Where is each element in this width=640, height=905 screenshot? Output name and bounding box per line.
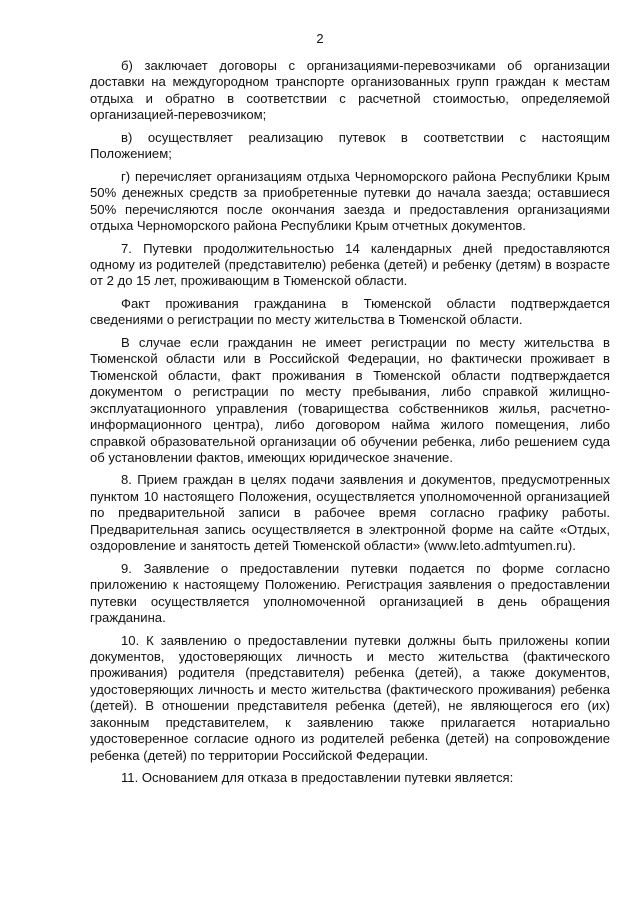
paragraph-7-residence: Факт проживания гражданина в Тюменской области подтверждается сведениями о регистрации по месту жительства в Тюменской области. xyxy=(90,295,610,328)
page-number: 2 xyxy=(316,31,324,46)
paragraph-6v: в) осуществляет реализацию путевок в соответствии с настоящим Положением; xyxy=(90,129,610,162)
paragraph-6b: б) заключает договоры с организациями-перевозчиками об организации доставки на междугородном транспорте организованных групп граждан к местам отдыха и обратно в соответствии с расчетной стоимостью, определяемой организацией-перевозчиком; xyxy=(90,58,610,123)
paragraph-10: 10. К заявлению о предоставлении путевки должны быть приложены копии документов, удостоверяющих личность и место жительства (фактического проживания) родителя (представителя) ребенка (детей), а также документов, удостоверяющих личность и место жительства (фактического проживания) ребенка (детей). В отношении представителя ребенка (детей), не являющегося его (их) законным представителем, к заявлению также прилагается нотариально удостоверенное согласие одного из родителей ребенка (детей) на сопровождение ребенка (детей) по территории Российской Федерации. xyxy=(90,632,610,763)
paragraph-11: 11. Основанием для отказа в предоставлении путевки является: xyxy=(121,770,514,786)
paragraph-8: 8. Прием граждан в целях подачи заявления и документов, предусмотренных пунктом 10 настоящего Положения, осуществляется уполномоченной организацией по предварительной записи в рабочее время согласно графику работы. Предварительная запись осуществляется в электронной форме на сайте «Отдых, оздоровление и занятость детей Тюменской области» (www.leto.admtyumen.ru). xyxy=(90,472,610,554)
paragraph-7: 7. Путевки продолжительностью 14 календарных дней предоставляются одному из родителей (представителю) ребенка (детей) и ребенку (детям) в возрасте от 2 до 15 лет, проживающим в Тюменской области. xyxy=(90,240,610,289)
paragraph-7-no-registration: В случае если гражданин не имеет регистрации по месту жительства в Тюменской области или в Российской Федерации, но фактически проживает в Тюменской области, факт проживания в Тюменской области подтверждается документом о регистрации по месту пребывания, либо справкой жилищно-эксплуатационного управления (товарищества собственников жилья, расчетно-информационного центра), либо договором найма жилого помещения, либо справкой образовательной организации об обучении ребенка, либо решением суда об установлении фактов, имеющих юридическое значение. xyxy=(90,334,610,465)
paragraph-6g: г) перечисляет организациям отдыха Черноморского района Республики Крым 50% денежных средств за приобретенные путевки до начала заезда; оставшиеся 50% перечисляются после окончания заезда и предоставления организациями отдыха Черноморского района Республики Крым отчетных документов. xyxy=(90,168,610,234)
paragraph-9: 9. Заявление о предоставлении путевки подается по форме согласно приложению к настоящему Положению. Регистрация заявления о предоставлении путевки осуществляется уполномоченной организацией в день обращения гражданина. xyxy=(90,560,610,626)
document-body xyxy=(90,58,610,793)
